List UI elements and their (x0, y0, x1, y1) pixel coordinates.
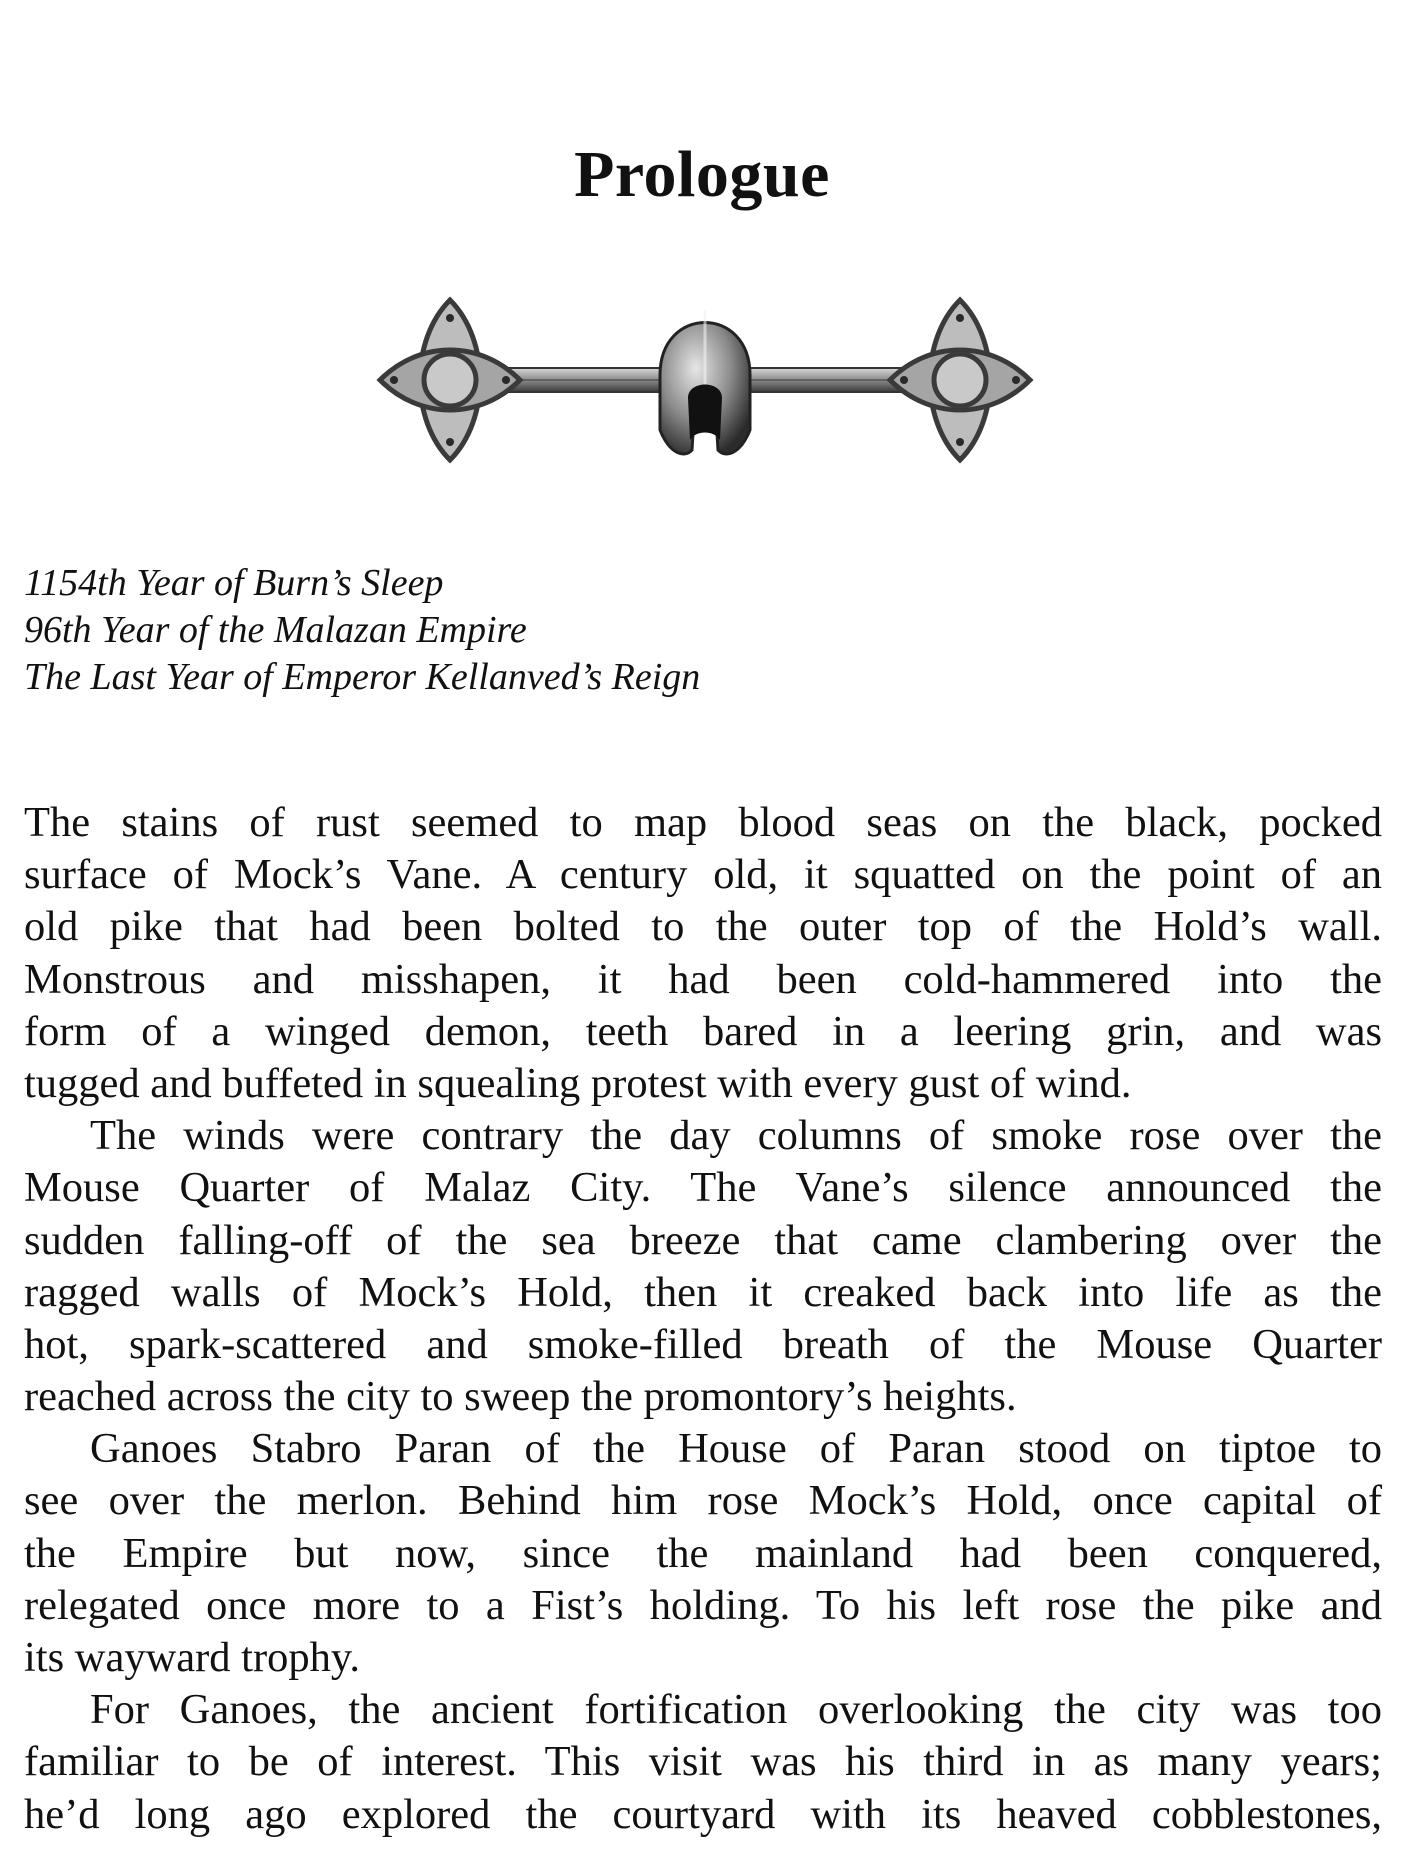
dateline-line: 1154th Year of Burn’s Sleep (24, 562, 444, 604)
helmet-knot-ornament-icon (370, 280, 1040, 480)
text-line: tugged and buffeted in squealing protest with every gust of wind. (24, 1059, 1132, 1107)
text-line: form of a winged demon, teeth bared in a leering grin, and was (24, 1007, 1382, 1055)
text-line: Ganoes Stabro Paran of the House of Paran stood on tiptoe to (90, 1425, 1382, 1473)
text-line: The stains of rust seemed to map blood seas on the black, pocked (24, 799, 1382, 846)
text-line: see over the merlon. Behind him rose Mock’s Hold, once capital of (24, 1477, 1382, 1525)
text-line: hot, spark-scattered and smoke-filled breath of the Mouse Quarter (24, 1320, 1382, 1368)
dateline-line: The Last Year of Emperor Kellanved’s Reign (24, 656, 701, 698)
text-line: For Ganoes, the ancient fortification overlooking the city was too (90, 1686, 1382, 1734)
text-line: he’d long ago explored the courtyard with its heaved cobblestones, (24, 1790, 1382, 1838)
chapter-title: Prologue (574, 138, 830, 211)
dateline (24, 560, 700, 701)
text-line: surface of Mock’s Vane. A century old, it squatted on the point of an (24, 851, 1382, 899)
text-line: sudden falling-off of the sea breeze that came clambering over the (24, 1216, 1382, 1264)
text-line: its wayward trophy. (24, 1634, 360, 1681)
body-text (24, 797, 1382, 1841)
text-line: old pike that had been bolted to the outer top of the Hold’s wall. (24, 903, 1382, 951)
text-line: reached across the city to sweep the promontory’s heights. (24, 1373, 1017, 1421)
text-line: Mouse Quarter of Malaz City. The Vane’s silence announced the (24, 1164, 1382, 1212)
text-line: the Empire but now, since the mainland had been conquered, (24, 1529, 1382, 1577)
text-line: familiar to be of interest. This visit was his third in as many years; (24, 1738, 1382, 1786)
text-line: Monstrous and misshapen, it had been cold-hammered into the (24, 955, 1382, 1003)
text-line: relegated once more to a Fist’s holding. To his left rose the pike and (24, 1581, 1382, 1629)
text-line: The winds were contrary the day columns of smoke rose over the (90, 1112, 1382, 1160)
text-line: ragged walls of Mock’s Hold, then it creaked back into life as the (24, 1268, 1382, 1316)
dateline-line: 96th Year of the Malazan Empire (24, 609, 527, 651)
